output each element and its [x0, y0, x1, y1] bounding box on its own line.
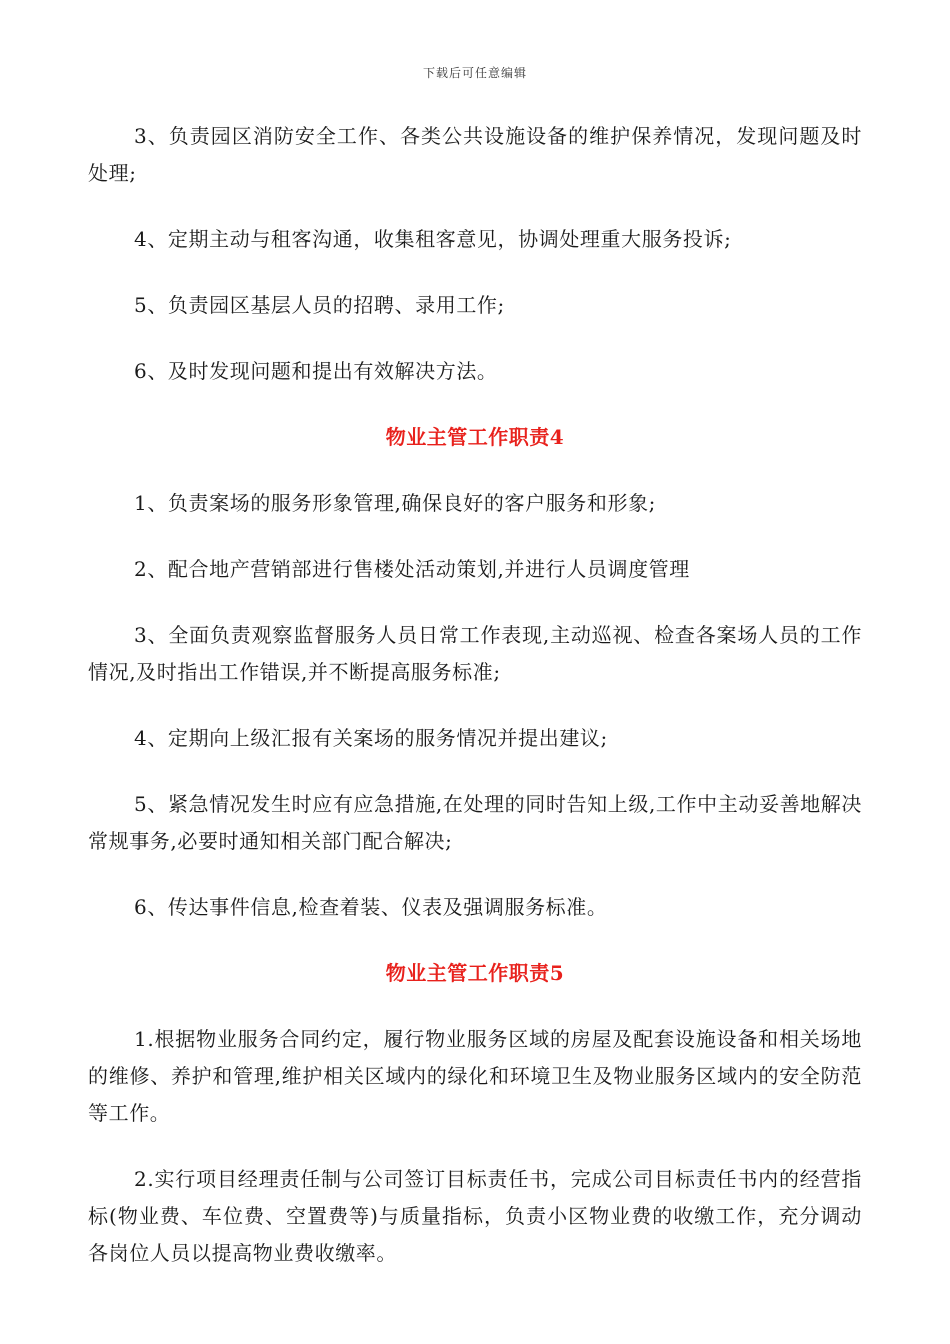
paragraph: 6、传达事件信息,检查着装、仪表及强调服务标准。 — [134, 895, 608, 919]
document-body — [88, 118, 862, 1301]
paragraph: 4、定期向上级汇报有关案场的服务情况并提出建议; — [134, 726, 608, 750]
paragraph: 2、配合地产营销部进行售楼处活动策划,并进行人员调度管理 — [134, 557, 690, 581]
paragraph: 5、紧急情况发生时应有应急措施,在处理的同时告知上级,工作中主动妥善地解决常规事务,必要时通知相关部门配合解决; — [88, 792, 862, 853]
header-note: 下载后可任意编辑 — [422, 66, 527, 80]
paragraph: 5、负责园区基层人员的招聘、录用工作; — [134, 293, 505, 317]
paragraph: 3、全面负责观察监督服务人员日常工作表现,主动巡视、检查各案场人员的工作情况,及时指出工作错误,并不断提高服务标准; — [88, 623, 862, 684]
section-heading: 物业主管工作职责5 — [385, 961, 565, 985]
paragraph: 1、负责案场的服务形象管理,确保良好的客户服务和形象; — [134, 491, 657, 515]
paragraph: 3、负责园区消防安全工作、各类公共设施设备的维护保养情况，发现问题及时处理; — [88, 124, 862, 185]
paragraph: 1.根据物业服务合同约定，履行物业服务区域的房屋及配套设施设备和相关场地的维修、养护和管理,维护相关区域内的绿化和环境卫生及物业服务区域内的安全防范等工作。 — [88, 1027, 862, 1125]
section-heading: 物业主管工作职责4 — [385, 425, 565, 449]
paragraph: 6、及时发现问题和提出有效解决方法。 — [134, 359, 498, 383]
paragraph: 4、定期主动与租客沟通，收集租客意见，协调处理重大服务投诉; — [134, 227, 732, 251]
paragraph: 2.实行项目经理责任制与公司签订目标责任书，完成公司目标责任书内的经营指标(物业费、车位费、空置费等)与质量指标，负责小区物业费的收缴工作，充分调动各岗位人员以提高物业费收缴率。 — [88, 1167, 862, 1265]
